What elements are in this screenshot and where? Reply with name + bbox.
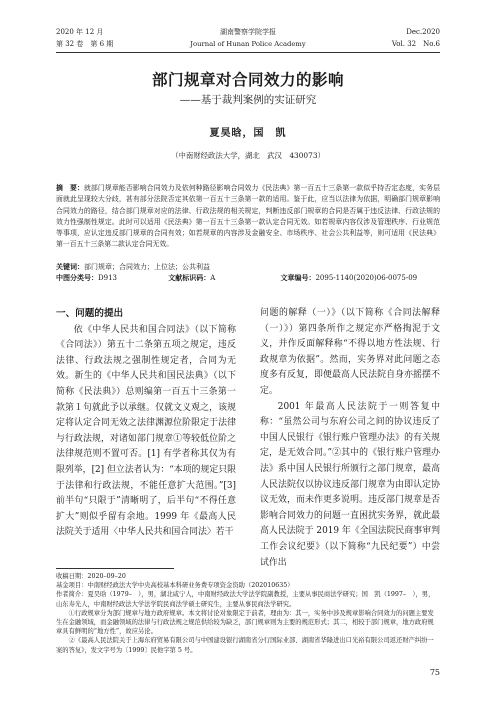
- footnotes: [56, 572, 440, 655]
- header-journal-en: Journal of Hunan Police Academy: [190, 40, 306, 48]
- footnote-received: 收稿日期：2020–09–20: [56, 573, 126, 580]
- footnote-1: ①行政规章分为部门规章与地方政府规章。本文将讨论对象限定于前者，理由为：其一，实务中涉及规章影响合同效力的问题主要发生在金融领域，而金融领域的法律与行政法规之规范供给较为缺乏，部门规章则为主要的规范形式；其二，相较于部门规章，地方政府规章具有鲜明的“地方性”，故应另论。: [56, 609, 434, 636]
- header-date-en: Dec.2020: [406, 28, 440, 36]
- affiliation: （中南财经政法大学，湖北 武汉 430073）: [171, 151, 325, 160]
- abstract: [56, 183, 440, 251]
- body-right-paragraph-2: 2001 年最高人民法院于一则答复中称：“虽然公司与东府公司之间的协议违反了中国人民银行《银行账户管理办法》的有关规定，是无效合同。”②其中的《银行账户管理办法》系中国人民银行所颁行之部门规章，最高人民法院仅以协议违反部门规章为由即认定协议无效，而未作更多说明。违反部门规章是否影响合同效力的问题一直困扰实务界，就此最高人民法院于 2019 年《全国法院民商事审判工作会议纪要》（以下简称“九民纪要”）中尝试作出: [260, 401, 440, 568]
- doc-label: 文献标识码：: [168, 273, 211, 282]
- article-value: 2095-1140(2020)06-0075-09: [315, 274, 418, 282]
- keywords-label: 关键词：: [56, 262, 84, 271]
- header-journal-cn: 湖南警察学院学报: [220, 28, 276, 36]
- body-right-column: [260, 306, 440, 571]
- footnote-fund: 基金项目：中南财经政法大学中央高校基本科研业务费专项资金资助（202010635）: [56, 582, 294, 590]
- header-rule: [56, 52, 440, 53]
- page-title: 部门规章对合同效力的影响: [151, 70, 344, 89]
- page-number: 75: [429, 668, 440, 677]
- page-subtitle: ——基于裁判案例的实证研究: [179, 94, 317, 106]
- classification-line: [56, 273, 440, 283]
- footnote-author-info: 作者简介：夏昊晗（1979– ），男，湖北咸宁人，中南财经政法大学法学院副教授，主要从事民商法学研究；国 凯（1997– ），男，山东寿光人，中南财经政法大学法学院民商法学硕士研究生，主要从事民商法学研究。: [56, 591, 435, 608]
- abstract-text: 就部门规章能否影响合同效力及依何种路径影响合同效力《民法典》第一百五十三条第一款似乎持否定态度，实务层面就此呈现较大分歧，甚有部分法院否定其依第一百五十三条第一款的适用。鉴于此，应当以法律为依据，明确部门规章影响合同效力的路径，结合部门规章对应的法律、行政法规的相关规定，判断违反部门规章的合同是否属于违反法律、行政法规的效力性强制性规定。此时可以适用《民法典》第一百五十三条第一款认定合同无效。如若规章内容仅涉及管理秩序、行业规范等事项，应认定违反部门规章的合同有效；如若规章的内容涉及金融安全、市场秩序、社会公共利益等，则可适用《民法典》第一百五十三条第二款认定合同无效。: [56, 184, 440, 249]
- header-volume-en: Vol. 32 No.6: [391, 40, 440, 48]
- article-label: 文章编号：: [280, 273, 316, 282]
- header-volume-cn: 第 32 卷 第 6 期: [56, 40, 114, 48]
- body-right-paragraph-1: 问题的解释（一）》（以下简称《合同法解释（一）》）第四条所作之规定亦严格掏泥于文义，并作反面解释称“不得以地方性法规、行政规章为依据”。然而，实务界对此问题之态度多有反复，即便最高人民法院自身亦摇摆不定。: [260, 308, 440, 396]
- footnote-rule: [56, 568, 174, 569]
- keywords-text: 部门规章；合同效力；上位法；公共利益: [84, 263, 210, 271]
- body-left-column: [56, 306, 236, 541]
- header-date-cn: 2020 年 12 月: [56, 28, 104, 36]
- clc-label: 中图分类号：: [56, 273, 98, 282]
- authors: 夏昊晗，国 凯: [209, 128, 287, 139]
- clc-value: D913: [98, 274, 117, 282]
- abstract-label: 摘 要：: [56, 184, 84, 192]
- keywords: [56, 262, 210, 272]
- section-title: 一、问题的提出: [56, 308, 124, 319]
- footnote-2: ②《最高人民法院关于上海东府贸易有限公司与中国建设银行湖南省分行国际业部、湖南省华隆进出口光裕有限公司返还财产纠纷一案的答复》，发文字号为〔1999〕民他字第 5 号。: [56, 637, 434, 654]
- body-left-paragraph: 依《中华人民共和国合同法》（以下简称《合同法》）第五十二条第五项之规定，违反法律、行政法规之强制性规定者，合同为无效。新生的《中华人民共和国民法典》（以下简称《民法典》）总则编第一百五十三条第一款第１句就此予以承继。仅就文义观之，该规定将认定合同无效之法律渊源位阶限定于法律与行政法规，对诸如部门规章①等较低位阶之法律规范则不置可否。[1] 有学者称其仅为有限列举，[2] 但立法者认为：“本项的规定只限于法律和行政法规，不能任意扩大范围。”[3] 前半句“只限于”清晰明了，后半句“不得任意扩大”则似乎留有余地。1999 年《最高人民法院关于适用〈中华人民共和国合同法〉若干: [56, 324, 236, 538]
- doc-value: A: [210, 274, 216, 282]
